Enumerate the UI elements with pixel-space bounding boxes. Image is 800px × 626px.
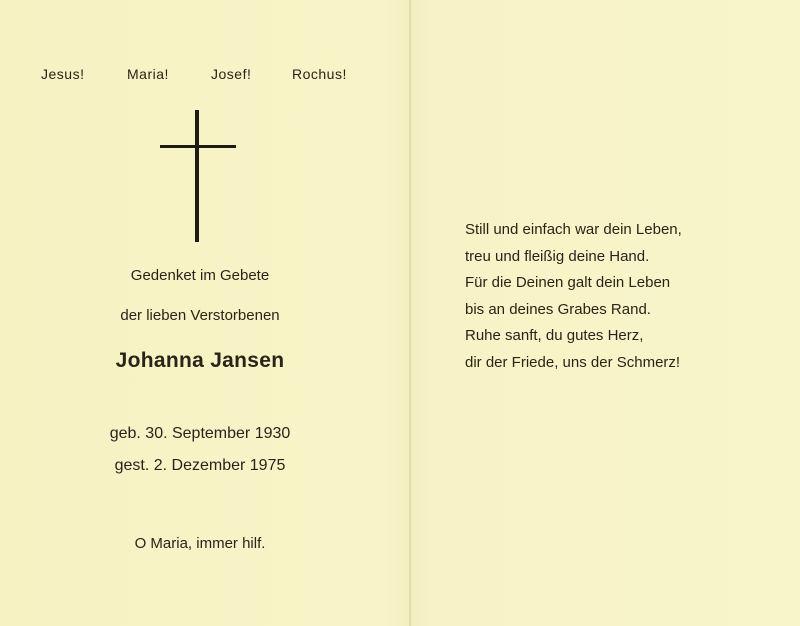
poem-line: Für die Deinen galt dein Leben [465, 274, 671, 291]
memorial-line-2: der lieben Verstorbenen [120, 307, 280, 324]
poem-line: Ruhe sanft, du gutes Herz, [465, 327, 644, 344]
poem-line: bis an deines Grabes Rand. [465, 300, 651, 318]
poem [465, 221, 765, 380]
invocation-jesus: Jesus! [41, 66, 85, 82]
cross-horizontal-beam [160, 145, 236, 148]
poem-line: dir der Friede, uns der Schmerz! [465, 353, 681, 371]
invocation-maria: Maria! [127, 66, 169, 82]
deceased-name: Johanna Jansen [115, 349, 285, 372]
memorial-line-1: Gedenket im Gebete [130, 267, 270, 284]
closing-prayer: O Maria, immer hilf. [134, 535, 266, 552]
cross-icon [160, 110, 236, 242]
poem-line: Still und einfach war dein Leben, [465, 221, 682, 238]
cross-vertical-beam [195, 110, 199, 242]
invocations [0, 66, 400, 86]
poem-line: treu und fleißig deine Hand. [465, 247, 650, 265]
death-date: gest. 2. Dezember 1975 [114, 457, 286, 474]
card-fold [409, 0, 411, 626]
invocation-josef: Josef! [211, 66, 252, 82]
birth-date: geb. 30. September 1930 [109, 425, 291, 442]
invocation-rochus: Rochus! [292, 66, 347, 82]
